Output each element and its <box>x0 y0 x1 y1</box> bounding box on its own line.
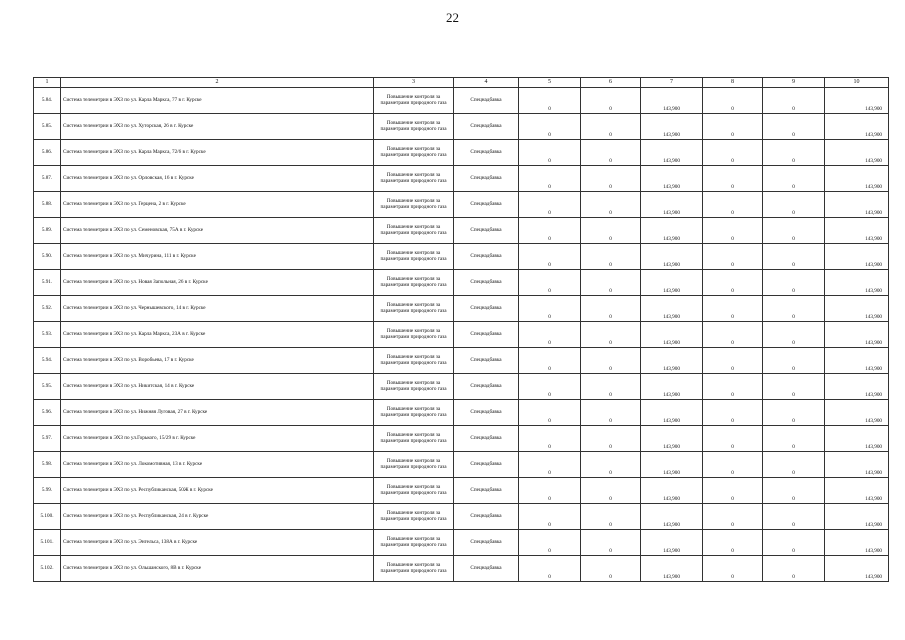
item-name: Система телеметрии в ЭХЗ по ул. Ольшанского, 8В в г. Курске <box>61 556 374 582</box>
value-col-8: 0 <box>703 270 763 296</box>
item-name: Система телеметрии в ЭХЗ по ул. Орловская, 16 в г. Курске <box>61 166 374 192</box>
value-col-10: 143,900 <box>825 530 889 556</box>
value-col-5: 0 <box>519 88 581 114</box>
item-purpose: Повышение контроля за параметрами природного газа <box>374 140 454 166</box>
value-col-5: 0 <box>519 348 581 374</box>
value-col-10: 143,900 <box>825 166 889 192</box>
value-col-6: 0 <box>581 322 641 348</box>
value-col-8: 0 <box>703 244 763 270</box>
value-col-9: 0 <box>763 400 825 426</box>
column-header: 7 <box>641 78 703 88</box>
value-col-6: 0 <box>581 140 641 166</box>
row-number: 5.95. <box>34 374 61 400</box>
table-row <box>34 530 889 556</box>
value-col-6: 0 <box>581 88 641 114</box>
item-purpose: Повышение контроля за параметрами природного газа <box>374 322 454 348</box>
table-row <box>34 218 889 244</box>
table-row <box>34 348 889 374</box>
item-purpose: Повышение контроля за параметрами природного газа <box>374 452 454 478</box>
row-number: 5.97. <box>34 426 61 452</box>
value-col-7: 143,900 <box>641 348 703 374</box>
value-col-6: 0 <box>581 296 641 322</box>
value-col-8: 0 <box>703 426 763 452</box>
value-col-9: 0 <box>763 114 825 140</box>
value-col-10: 143,900 <box>825 374 889 400</box>
item-purpose: Повышение контроля за параметрами природного газа <box>374 530 454 556</box>
table-row <box>34 504 889 530</box>
value-col-8: 0 <box>703 400 763 426</box>
value-col-8: 0 <box>703 504 763 530</box>
value-col-9: 0 <box>763 452 825 478</box>
value-col-8: 0 <box>703 478 763 504</box>
row-number: 5.92. <box>34 296 61 322</box>
value-col-10: 143,900 <box>825 556 889 582</box>
value-col-9: 0 <box>763 322 825 348</box>
funding-source: Спецнадбавка <box>454 504 519 530</box>
value-col-10: 143,900 <box>825 270 889 296</box>
table-row <box>34 192 889 218</box>
value-col-5: 0 <box>519 478 581 504</box>
funding-source: Спецнадбавка <box>454 296 519 322</box>
row-number: 5.102. <box>34 556 61 582</box>
funding-source: Спецнадбавка <box>454 478 519 504</box>
value-col-6: 0 <box>581 348 641 374</box>
item-name: Система телеметрии в ЭХЗ по ул. Карла Маркса, 77 в г. Курске <box>61 88 374 114</box>
value-col-10: 143,900 <box>825 452 889 478</box>
value-col-5: 0 <box>519 452 581 478</box>
column-header: 1 <box>34 78 61 88</box>
item-purpose: Повышение контроля за параметрами природного газа <box>374 166 454 192</box>
value-col-10: 143,900 <box>825 400 889 426</box>
column-header: 5 <box>519 78 581 88</box>
value-col-6: 0 <box>581 478 641 504</box>
table-row <box>34 88 889 114</box>
item-purpose: Повышение контроля за параметрами природного газа <box>374 88 454 114</box>
item-purpose: Повышение контроля за параметрами природного газа <box>374 114 454 140</box>
value-col-10: 143,900 <box>825 114 889 140</box>
value-col-7: 143,900 <box>641 88 703 114</box>
item-name: Система телеметрии в ЭХЗ по ул. Энгельса, 138А в г. Курске <box>61 530 374 556</box>
value-col-10: 143,900 <box>825 296 889 322</box>
row-number: 5.86. <box>34 140 61 166</box>
item-name: Система телеметрии в ЭХЗ по ул. Локомотивная, 13 в г. Курске <box>61 452 374 478</box>
value-col-7: 143,900 <box>641 114 703 140</box>
table-row <box>34 556 889 582</box>
value-col-6: 0 <box>581 504 641 530</box>
value-col-7: 143,900 <box>641 374 703 400</box>
value-col-9: 0 <box>763 166 825 192</box>
table-row <box>34 296 889 322</box>
value-col-5: 0 <box>519 504 581 530</box>
table-row <box>34 166 889 192</box>
value-col-8: 0 <box>703 374 763 400</box>
item-name: Система телеметрии в ЭХЗ по ул. Карла Маркса, 72/6 в г. Курске <box>61 140 374 166</box>
value-col-5: 0 <box>519 322 581 348</box>
value-col-8: 0 <box>703 556 763 582</box>
item-purpose: Повышение контроля за параметрами природного газа <box>374 192 454 218</box>
value-col-6: 0 <box>581 426 641 452</box>
row-number: 5.88. <box>34 192 61 218</box>
table-row <box>34 140 889 166</box>
value-col-10: 143,900 <box>825 504 889 530</box>
item-name: Система телеметрии в ЭХЗ по ул. Семеновская, 75А в г. Курске <box>61 218 374 244</box>
value-col-8: 0 <box>703 530 763 556</box>
item-purpose: Повышение контроля за параметрами природного газа <box>374 218 454 244</box>
value-col-9: 0 <box>763 426 825 452</box>
row-number: 5.84. <box>34 88 61 114</box>
value-col-6: 0 <box>581 114 641 140</box>
table-row <box>34 244 889 270</box>
item-name: Система телеметрии в ЭХЗ по ул. Республиканская, 24 в г. Курске <box>61 504 374 530</box>
value-col-10: 143,900 <box>825 348 889 374</box>
value-col-9: 0 <box>763 192 825 218</box>
value-col-5: 0 <box>519 426 581 452</box>
value-col-9: 0 <box>763 374 825 400</box>
value-col-5: 0 <box>519 400 581 426</box>
value-col-5: 0 <box>519 270 581 296</box>
item-name: Система телеметрии в ЭХЗ по ул. Республиканская, 50Ж в г. Курске <box>61 478 374 504</box>
item-name: Система телеметрии в ЭХЗ по ул. Нижняя Луговая, 27 в г. Курске <box>61 400 374 426</box>
item-name: Система телеметрии в ЭХЗ по ул. Новая Запольная, 26 в г. Курске <box>61 270 374 296</box>
column-header: 3 <box>374 78 454 88</box>
value-col-7: 143,900 <box>641 218 703 244</box>
value-col-6: 0 <box>581 556 641 582</box>
value-col-6: 0 <box>581 166 641 192</box>
funding-source: Спецнадбавка <box>454 400 519 426</box>
value-col-10: 143,900 <box>825 140 889 166</box>
value-col-5: 0 <box>519 296 581 322</box>
funding-source: Спецнадбавка <box>454 88 519 114</box>
value-col-9: 0 <box>763 244 825 270</box>
value-col-7: 143,900 <box>641 478 703 504</box>
value-col-8: 0 <box>703 348 763 374</box>
item-purpose: Повышение контроля за параметрами природного газа <box>374 374 454 400</box>
value-col-6: 0 <box>581 192 641 218</box>
value-col-7: 143,900 <box>641 556 703 582</box>
value-col-6: 0 <box>581 530 641 556</box>
funding-source: Спецнадбавка <box>454 348 519 374</box>
funding-source: Спецнадбавка <box>454 556 519 582</box>
item-name: Система телеметрии в ЭХЗ по ул. Герцена, 2 в г. Курске <box>61 192 374 218</box>
row-number: 5.96. <box>34 400 61 426</box>
value-col-7: 143,900 <box>641 426 703 452</box>
row-number: 5.94. <box>34 348 61 374</box>
item-name: Система телеметрии в ЭХЗ по ул. Воробьева, 17 в г. Курске <box>61 348 374 374</box>
funding-source: Спецнадбавка <box>454 270 519 296</box>
value-col-6: 0 <box>581 218 641 244</box>
value-col-5: 0 <box>519 166 581 192</box>
funding-source: Спецнадбавка <box>454 322 519 348</box>
value-col-6: 0 <box>581 244 641 270</box>
table-row <box>34 270 889 296</box>
item-purpose: Повышение контроля за параметрами природного газа <box>374 504 454 530</box>
column-header: 10 <box>825 78 889 88</box>
table-row <box>34 322 889 348</box>
value-col-7: 143,900 <box>641 192 703 218</box>
funding-source: Спецнадбавка <box>454 244 519 270</box>
row-number: 5.93. <box>34 322 61 348</box>
column-header: 9 <box>763 78 825 88</box>
item-purpose: Повышение контроля за параметрами природного газа <box>374 244 454 270</box>
value-col-9: 0 <box>763 530 825 556</box>
item-purpose: Повышение контроля за параметрами природного газа <box>374 348 454 374</box>
value-col-7: 143,900 <box>641 140 703 166</box>
item-name: Система телеметрии в ЭХЗ по ул. Никитская, 14 в г. Курске <box>61 374 374 400</box>
value-col-6: 0 <box>581 270 641 296</box>
value-col-8: 0 <box>703 140 763 166</box>
value-col-10: 143,900 <box>825 218 889 244</box>
table-row <box>34 114 889 140</box>
funding-source: Спецнадбавка <box>454 426 519 452</box>
page-number: 22 <box>446 10 459 25</box>
value-col-5: 0 <box>519 218 581 244</box>
item-purpose: Повышение контроля за параметрами природного газа <box>374 426 454 452</box>
value-col-7: 143,900 <box>641 530 703 556</box>
table-row <box>34 426 889 452</box>
row-number: 5.98. <box>34 452 61 478</box>
item-purpose: Повышение контроля за параметрами природного газа <box>374 478 454 504</box>
value-col-9: 0 <box>763 270 825 296</box>
funding-source: Спецнадбавка <box>454 192 519 218</box>
value-col-8: 0 <box>703 88 763 114</box>
column-header: 4 <box>454 78 519 88</box>
table-row <box>34 400 889 426</box>
funding-source: Спецнадбавка <box>454 166 519 192</box>
value-col-5: 0 <box>519 556 581 582</box>
value-col-10: 143,900 <box>825 88 889 114</box>
value-col-8: 0 <box>703 218 763 244</box>
row-number: 5.100. <box>34 504 61 530</box>
value-col-7: 143,900 <box>641 452 703 478</box>
value-col-7: 143,900 <box>641 296 703 322</box>
column-header: 8 <box>703 78 763 88</box>
value-col-7: 143,900 <box>641 322 703 348</box>
column-header: 6 <box>581 78 641 88</box>
header-row <box>34 78 889 88</box>
value-col-8: 0 <box>703 166 763 192</box>
table-row <box>34 374 889 400</box>
table-row <box>34 478 889 504</box>
row-number: 5.91. <box>34 270 61 296</box>
funding-source: Спецнадбавка <box>454 530 519 556</box>
value-col-5: 0 <box>519 140 581 166</box>
value-col-7: 143,900 <box>641 166 703 192</box>
value-col-5: 0 <box>519 530 581 556</box>
item-name: Система телеметрии в ЭХЗ по ул. Чернышевского, 14 в г. Курске <box>61 296 374 322</box>
table-row <box>34 452 889 478</box>
row-number: 5.99. <box>34 478 61 504</box>
funding-source: Спецнадбавка <box>454 140 519 166</box>
value-col-10: 143,900 <box>825 426 889 452</box>
value-col-8: 0 <box>703 114 763 140</box>
item-purpose: Повышение контроля за параметрами природного газа <box>374 556 454 582</box>
value-col-5: 0 <box>519 244 581 270</box>
column-header: 2 <box>61 78 374 88</box>
value-col-9: 0 <box>763 504 825 530</box>
item-name: Система телеметрии в ЭХЗ по ул.Горького, 15/29 в г. Курске <box>61 426 374 452</box>
value-col-9: 0 <box>763 296 825 322</box>
item-purpose: Повышение контроля за параметрами природного газа <box>374 296 454 322</box>
value-col-9: 0 <box>763 478 825 504</box>
value-col-7: 143,900 <box>641 504 703 530</box>
row-number: 5.87. <box>34 166 61 192</box>
funding-source: Спецнадбавка <box>454 218 519 244</box>
item-purpose: Повышение контроля за параметрами природного газа <box>374 400 454 426</box>
funding-source: Спецнадбавка <box>454 452 519 478</box>
value-col-5: 0 <box>519 114 581 140</box>
value-col-7: 143,900 <box>641 270 703 296</box>
item-name: Система телеметрии в ЭХЗ по ул. Хуторская, 26 в г. Курске <box>61 114 374 140</box>
value-col-6: 0 <box>581 374 641 400</box>
value-col-5: 0 <box>519 374 581 400</box>
value-col-5: 0 <box>519 192 581 218</box>
value-col-10: 143,900 <box>825 478 889 504</box>
item-name: Система телеметрии в ЭХЗ по ул. Мичурина, 111 в г. Курске <box>61 244 374 270</box>
value-col-9: 0 <box>763 556 825 582</box>
value-col-8: 0 <box>703 322 763 348</box>
value-col-8: 0 <box>703 192 763 218</box>
row-number: 5.85. <box>34 114 61 140</box>
value-col-7: 143,900 <box>641 400 703 426</box>
value-col-9: 0 <box>763 218 825 244</box>
investment-table <box>33 77 889 582</box>
value-col-6: 0 <box>581 400 641 426</box>
value-col-7: 143,900 <box>641 244 703 270</box>
value-col-10: 143,900 <box>825 244 889 270</box>
funding-source: Спецнадбавка <box>454 114 519 140</box>
row-number: 5.101. <box>34 530 61 556</box>
row-number: 5.90. <box>34 244 61 270</box>
value-col-8: 0 <box>703 296 763 322</box>
value-col-6: 0 <box>581 452 641 478</box>
value-col-10: 143,900 <box>825 192 889 218</box>
value-col-9: 0 <box>763 140 825 166</box>
item-name: Система телеметрии в ЭХЗ по ул. Карла Маркса, 23А в г. Курске <box>61 322 374 348</box>
funding-source: Спецнадбавка <box>454 374 519 400</box>
row-number: 5.89. <box>34 218 61 244</box>
item-purpose: Повышение контроля за параметрами природного газа <box>374 270 454 296</box>
value-col-8: 0 <box>703 452 763 478</box>
value-col-10: 143,900 <box>825 322 889 348</box>
value-col-9: 0 <box>763 88 825 114</box>
value-col-9: 0 <box>763 348 825 374</box>
